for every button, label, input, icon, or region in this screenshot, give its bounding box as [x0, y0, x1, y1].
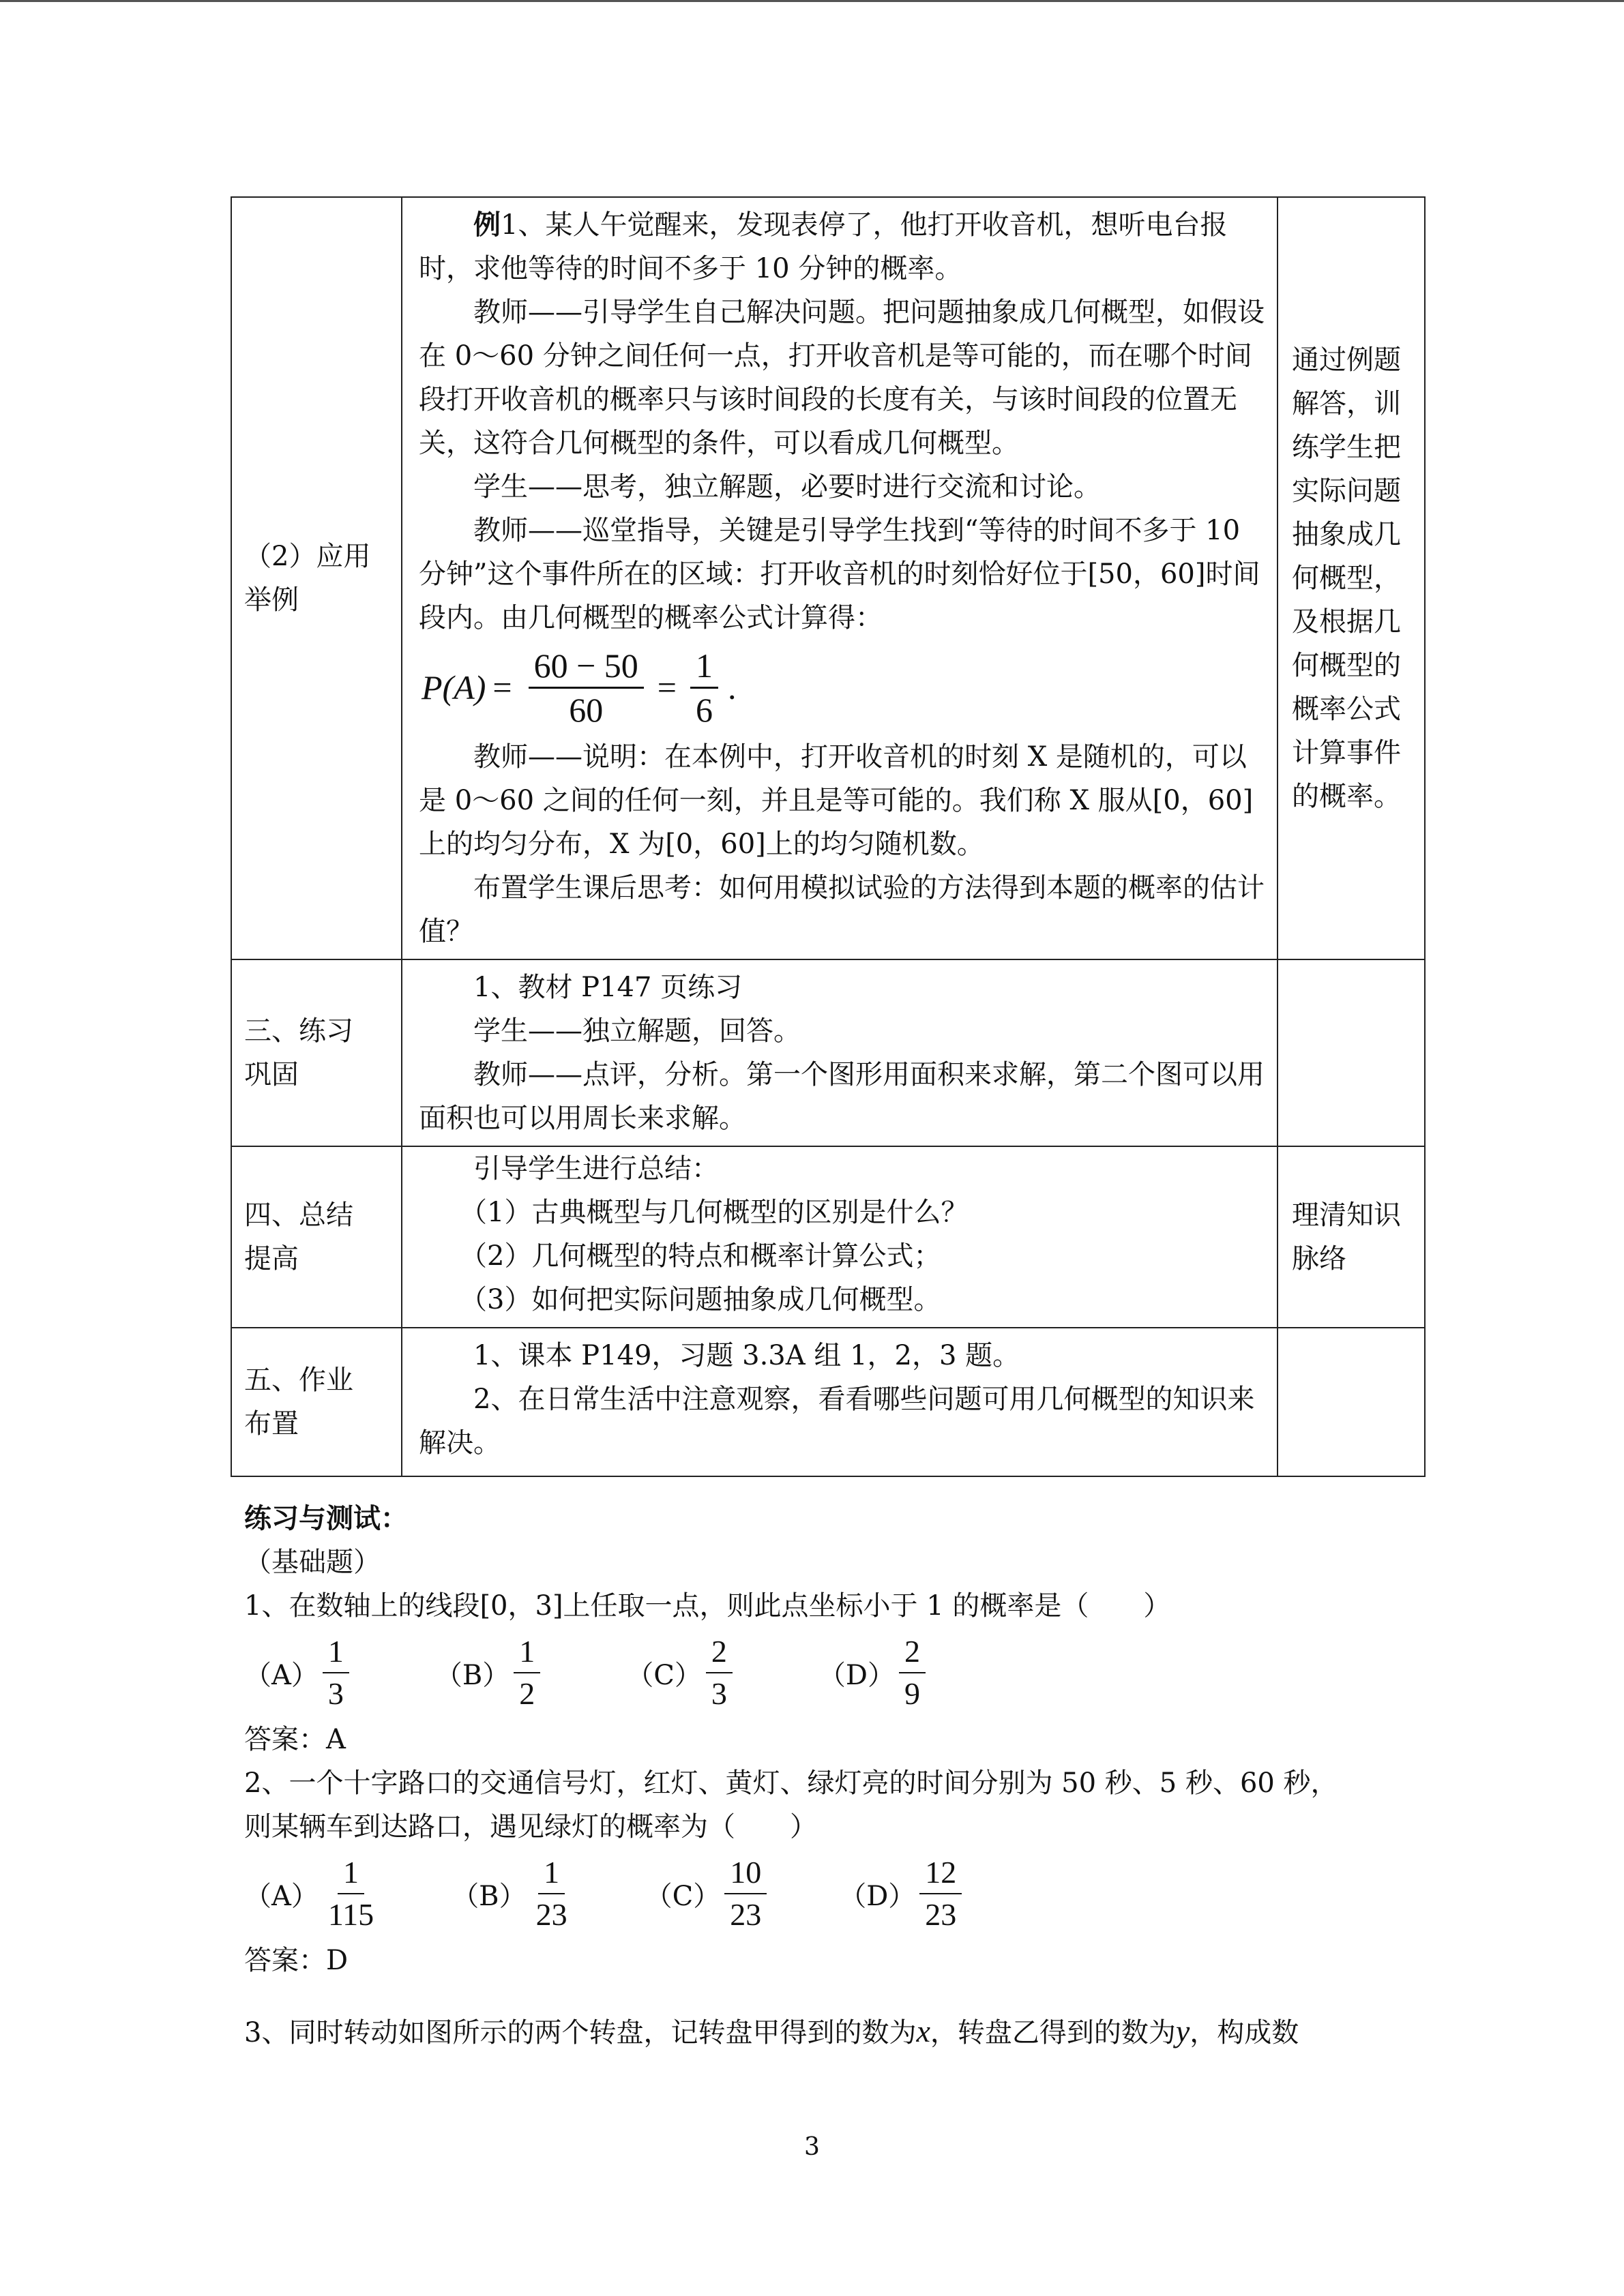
- question-3-part: ，构成数: [1190, 2017, 1299, 2048]
- exercise-section: [244, 1497, 1404, 2053]
- fraction-numerator: 1: [538, 1853, 565, 1894]
- row-content-application: [402, 197, 1278, 959]
- option-a: [244, 1853, 383, 1934]
- option-b: [435, 1632, 544, 1713]
- question-3-part: ，转盘乙得到的数为: [930, 2017, 1176, 2048]
- fraction-denominator: 60: [569, 690, 604, 729]
- formula-fraction-1: [529, 646, 644, 730]
- row-label-line: 提高: [244, 1243, 299, 1274]
- row-note-application: [1278, 197, 1425, 959]
- page-number: 3: [804, 2133, 820, 2161]
- question-2-text: 2、一个十字路口的交通信号灯，红灯、黄灯、绿灯亮的时间分别为 50 秒、5 秒、60 秒，: [244, 1768, 1338, 1799]
- example-label: 例: [473, 209, 501, 241]
- row-label-line: 四、总结: [244, 1199, 353, 1231]
- option-a: [244, 1632, 353, 1713]
- row-label-line: （2）应用: [244, 541, 371, 572]
- option-label: （B）: [452, 1880, 527, 1912]
- fraction-denominator: 9: [904, 1676, 920, 1711]
- option-d: [818, 1632, 930, 1713]
- option-c: [626, 1632, 737, 1713]
- fraction-numerator: 1: [338, 1853, 364, 1894]
- fraction-denominator: 23: [730, 1897, 762, 1932]
- fraction-numerator: 2: [899, 1632, 926, 1673]
- row-label-line: 布置: [244, 1408, 299, 1440]
- fraction-denominator: 3: [327, 1676, 344, 1711]
- question-1-text: 1、在数轴上的线段[0，3]上任取一点，则此点坐标小于 1 的概率是（ ）: [244, 1590, 1171, 1622]
- fraction-denominator: 23: [535, 1897, 567, 1932]
- fraction-numerator: 60 − 50: [529, 646, 644, 689]
- question-3-text: [244, 2010, 1404, 2053]
- fraction-denominator: 3: [711, 1676, 727, 1711]
- question-2-text: 则某辆车到达路口，遇见绿灯的概率为（ ）: [244, 1811, 817, 1843]
- note-text: 通过例题解答，训练学生把实际问题抽象成几何概型，及根据几何概型的概率公式计算事件的概率。: [1292, 344, 1401, 812]
- option-label: （C）: [645, 1880, 721, 1912]
- formula-period: .: [728, 668, 737, 706]
- variable-x: x: [916, 2014, 930, 2048]
- table-row-practice: [231, 959, 1425, 1146]
- option-d: [839, 1853, 966, 1934]
- fraction-numerator: 2: [706, 1632, 733, 1673]
- note-text: 理清知识脉络: [1292, 1199, 1401, 1274]
- option-label: （A）: [244, 1880, 319, 1912]
- paragraph: （1）古典概型与几何概型的区别是什么？: [460, 1197, 969, 1228]
- paragraph: 教师——巡堂指导，关键是引导学生找到“等待的时间不多于 10 分钟”这个事件所在的区域：打开收音机的时刻恰好位于[50，60]时间段内。由几何概型的概率公式计算得：: [419, 515, 1260, 633]
- question-3-part: 3、同时转动如图所示的两个转盘，记转盘甲得到的数为: [244, 2017, 917, 2048]
- option-label: （B）: [434, 1659, 510, 1691]
- row-note-summary: [1278, 1146, 1425, 1328]
- fraction-numerator: 1: [690, 646, 718, 689]
- paragraph: 学生——独立解题，回答。: [473, 1015, 801, 1047]
- paragraph: 1、教材 P147 页练习: [473, 972, 743, 1003]
- question-1-answer: 答案：A: [244, 1724, 346, 1755]
- lesson-plan-table: [231, 196, 1426, 1477]
- paragraph: 布置学生课后思考：如何用模拟试验的方法得到本题的概率的估计值？: [419, 872, 1265, 947]
- fraction-numerator: 12: [919, 1853, 962, 1894]
- fraction-numerator: 1: [514, 1632, 540, 1673]
- row-content-practice: [402, 959, 1278, 1146]
- example-1-statement: [419, 203, 1267, 290]
- paragraph: 教师——说明：在本例中，打开收音机的时刻 X 是随机的，可以是 0～60 之间的任何一刻，并且是等可能的。我们称 X 服从[0，60]上的均匀分布，X 为[0，60]上的均匀随机数。: [419, 741, 1254, 860]
- fraction-denominator: 115: [327, 1897, 374, 1932]
- fraction-numerator: 10: [724, 1853, 767, 1894]
- question-2-answer: 答案：D: [244, 1945, 349, 1976]
- paragraph: 1、课本 P149，习题 3.3A 组 1，2，3 题。: [473, 1340, 1020, 1371]
- top-border-line: [0, 0, 1624, 2]
- option-label: （D）: [839, 1880, 916, 1912]
- variable-y: y: [1175, 2014, 1190, 2048]
- fraction-denominator: 2: [519, 1676, 535, 1711]
- table-row-application: [231, 197, 1425, 959]
- paragraph: 教师——引导学生自己解决问题。把问题抽象成几何概型，如假设在 0～60 分钟之间任何一点，打开收音机是等可能的，而在哪个时间段打开收音机的概率只与该时间段的长度有关，与该时间段的位置无关，这符合几何概型的条件，可以看成几何概型。: [419, 297, 1265, 459]
- row-note-practice: [1278, 959, 1425, 1146]
- paragraph: 教师——点评，分析。第一个图形用面积来求解，第二个图可以用面积也可以用周长来求解。: [419, 1059, 1265, 1134]
- formula-equals: =: [492, 668, 512, 706]
- table-row-homework: [231, 1328, 1425, 1476]
- row-label-line: 巩固: [244, 1059, 299, 1090]
- probability-formula: [422, 642, 1267, 732]
- option-label: （C）: [626, 1659, 702, 1691]
- row-label-practice: [231, 959, 402, 1146]
- row-note-homework: [1278, 1328, 1425, 1476]
- formula-equals: =: [657, 668, 677, 706]
- row-label-line: 三、练习: [244, 1015, 353, 1047]
- formula-lhs: P(A): [422, 668, 486, 706]
- option-label: （A）: [244, 1659, 319, 1691]
- fraction-numerator: 1: [323, 1632, 349, 1673]
- paragraph: （2）几何概型的特点和概率计算公式；: [460, 1240, 941, 1272]
- paragraph: 2、在日常生活中注意观察，看看哪些问题可用几何概型的知识来解决。: [419, 1384, 1255, 1459]
- fraction-denominator: 6: [696, 690, 713, 729]
- row-content-homework: [402, 1328, 1278, 1476]
- row-content-summary: [402, 1146, 1278, 1328]
- option-c: [645, 1853, 771, 1934]
- question-1-options: [244, 1628, 1404, 1718]
- paragraph: 引导学生进行总结：: [473, 1153, 719, 1184]
- paragraph: （3）如何把实际问题抽象成几何概型。: [460, 1284, 941, 1315]
- row-label-line: 五、作业: [244, 1365, 353, 1396]
- row-label-homework: [231, 1328, 402, 1476]
- row-label-summary: [231, 1146, 402, 1328]
- row-label-line: 举例: [244, 584, 299, 616]
- option-label: （D）: [818, 1659, 895, 1691]
- fraction-denominator: 23: [925, 1897, 957, 1932]
- question-2-options: [244, 1849, 1404, 1939]
- paragraph: 学生——思考，独立解题，必要时进行交流和讨论。: [473, 471, 1101, 503]
- formula-fraction-2: [690, 646, 718, 730]
- example-text: 1、某人午觉醒来，发现表停了，他打开收音机，想听电台报时，求他等待的时间不多于 10 分钟的概率。: [419, 209, 1228, 284]
- section-heading: 练习与测试：: [244, 1502, 408, 1534]
- section-subheading: （基础题）: [244, 1547, 381, 1578]
- table-row-summary: [231, 1146, 1425, 1328]
- row-label-application: [231, 197, 402, 959]
- option-b: [452, 1853, 576, 1934]
